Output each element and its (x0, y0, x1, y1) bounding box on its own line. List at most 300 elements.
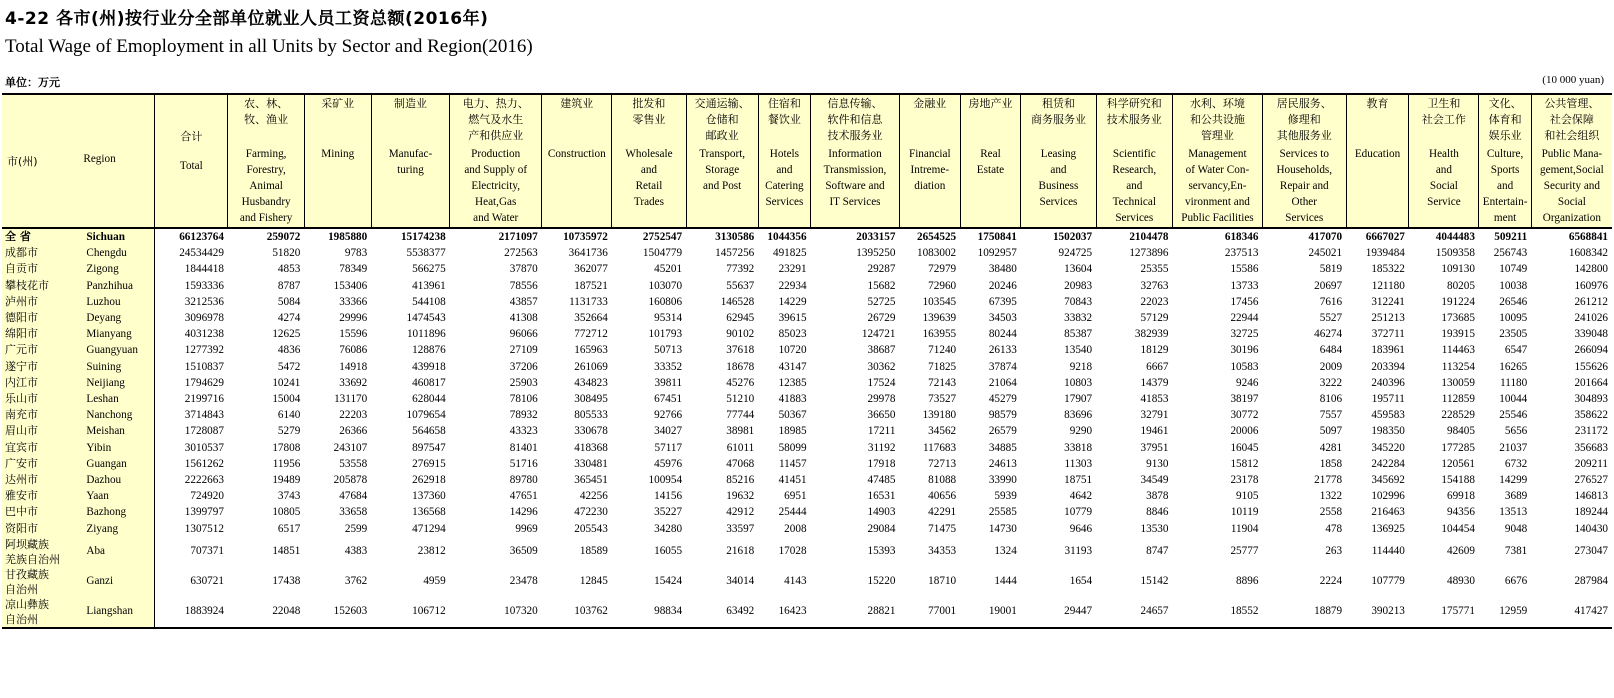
sector-value-cell: 95314 (654, 312, 683, 325)
sector-value-cell: 67395 (988, 295, 1017, 308)
sector-value-cell: 139639 (922, 312, 957, 325)
sector-value-cell: 5939 (994, 490, 1017, 503)
sector-value-cell: 101793 (648, 328, 683, 341)
sector-value-cell: 25777 (1230, 545, 1259, 558)
region-name-cn: 阿坝藏族 羌族自治州 (2, 537, 78, 567)
header-sector-en: Services to Households, Repair and Other Services (1276, 148, 1333, 224)
sector-value-cell: 439918 (412, 360, 446, 373)
sector-value-cell: 382939 (1134, 328, 1169, 341)
sector-value-cell: 5656 (1504, 425, 1528, 438)
sector-value-cell: 50367 (778, 409, 807, 422)
header-sector (1096, 94, 1172, 228)
sector-value-cell: 243107 (333, 441, 368, 454)
sector-value-cell: 216463 (1371, 506, 1405, 519)
sector-value-cell: 1750841 (977, 231, 1017, 243)
sector-value-cell: 10749 (1499, 263, 1528, 276)
sector-value-cell: 3222 (1319, 376, 1343, 389)
sector-value-cell: 146813 (1574, 490, 1608, 503)
region-name-en: Panzhihua (78, 278, 154, 294)
sector-value-cell: 71475 (928, 522, 957, 535)
sector-value-cell: 14299 (1499, 474, 1528, 487)
sector-value-cell: 78932 (509, 409, 538, 422)
sector-value-cell: 19632 (726, 490, 755, 503)
region-name-en: Sichuan (78, 228, 154, 245)
sector-value-cell: 3743 (277, 490, 301, 503)
sector-value-cell: 57117 (654, 441, 683, 454)
sector-value-cell: 76086 (339, 344, 368, 357)
sector-value-cell: 1939484 (1365, 247, 1405, 260)
sector-value-cell: 69918 (1446, 490, 1475, 503)
sector-value-cell: 1504779 (642, 247, 683, 260)
sector-value-cell: 33818 (1064, 441, 1093, 454)
sector-value-cell: 18552 (1172, 597, 1262, 628)
header-sector (758, 94, 810, 228)
sector-value-cell: 36509 (509, 545, 538, 558)
sector-value-cell: 23178 (1230, 474, 1259, 487)
sector-value-cell: 187521 (574, 279, 608, 292)
header-sector-en: Information Transmission, Software and IT Services (823, 148, 887, 208)
sector-value-cell: 20006 (1230, 425, 1259, 438)
sector-value-cell: 41853 (1140, 393, 1169, 406)
sector-value-cell: 43323 (509, 425, 538, 438)
sector-value-cell: 85387 (1064, 328, 1093, 341)
sector-value-cell: 2224 (1319, 575, 1343, 588)
region-name-en: Deyang (78, 310, 154, 326)
sector-value-cell: 10241 (272, 376, 301, 389)
sector-value-cell: 98405 (1446, 425, 1475, 438)
sector-value-cell: 160976 (1574, 279, 1608, 292)
sector-value-cell: 15596 (339, 328, 368, 341)
sector-value-cell: 29084 (867, 522, 896, 535)
sector-value-cell: 140430 (1574, 522, 1608, 535)
sector-value-cell: 39615 (778, 312, 807, 325)
sector-value-cell: 19001 (960, 597, 1021, 628)
header-sector (304, 94, 371, 228)
sector-value-cell: 15682 (867, 279, 896, 292)
sector-value-cell: 23505 (1499, 328, 1528, 341)
sector-value-cell: 1654 (1069, 575, 1093, 588)
sector-value-cell: 45276 (726, 376, 755, 389)
sector-value-cell: 51716 (509, 457, 538, 470)
region-name-en: Nanchong (78, 407, 154, 423)
sector-value-cell: 1985880 (328, 231, 368, 243)
sector-value-cell: 17918 (867, 457, 896, 470)
sector-value-cell: 37874 (988, 360, 1017, 373)
sector-value-cell: 121180 (1371, 279, 1405, 292)
sector-value-cell: 24613 (988, 457, 1017, 470)
sector-value-cell: 9130 (1146, 457, 1169, 470)
sector-value-cell: 37870 (509, 263, 538, 276)
sector-value-cell: 24657 (1096, 597, 1172, 628)
sector-value-cell: 146528 (720, 295, 755, 308)
header-sector-en: Health and Social Service (1427, 148, 1461, 208)
sector-value-cell: 72713 (928, 457, 957, 470)
sector-value-cell: 42912 (726, 506, 755, 519)
sector-value-cell: 460817 (412, 376, 446, 389)
sector-value-cell: 33366 (339, 295, 368, 308)
sector-value-cell: 1502037 (1052, 231, 1093, 243)
sector-value-cell: 195711 (1371, 393, 1405, 406)
region-name-cn: 成都市 (2, 245, 78, 261)
sector-value-cell: 19489 (272, 474, 301, 487)
sector-value-cell: 78556 (509, 279, 538, 292)
sector-value-cell: 9105 (1236, 490, 1259, 503)
sector-value-cell: 41308 (509, 312, 538, 325)
sector-value-cell: 38981 (726, 425, 755, 438)
header-sector-en: Culture, Sports and Entertain- ment (1482, 148, 1528, 224)
sector-value-cell: 102996 (1371, 490, 1405, 503)
sector-value-cell: 22944 (1230, 312, 1259, 325)
header-sector-en: Real Estate (976, 148, 1005, 176)
sector-value-cell: 11457 (778, 457, 807, 470)
sector-value-cell: 3130586 (715, 231, 755, 243)
header-sector-en: Mining (321, 148, 355, 160)
sector-value-cell: 38687 (867, 344, 896, 357)
region-name-en: Yaan (78, 488, 154, 504)
sector-value-cell: 27109 (509, 344, 538, 357)
sector-value-cell: 26546 (1499, 295, 1528, 308)
header-sector (686, 94, 758, 228)
sector-value-cell: 17028 (778, 545, 807, 558)
sector-value-cell: 22023 (1140, 295, 1169, 308)
sector-value-cell: 417070 (1308, 231, 1343, 243)
sector-value-cell: 618346 (1224, 231, 1259, 243)
sector-value-cell: 15142 (1140, 575, 1169, 588)
sector-value-cell: 1079654 (406, 409, 446, 422)
header-sector-cn: 批发和 零售业 (632, 97, 666, 126)
sector-value-cell: 2033157 (856, 231, 896, 243)
header-sector-en: Production and Supply of Electricity, Heat,Gas and Water (464, 148, 528, 224)
sector-value-cell: 228529 (1441, 409, 1475, 422)
sector-value-cell: 10735972 (563, 231, 608, 243)
table-row (2, 440, 1612, 456)
sector-value-cell: 63492 (686, 597, 758, 628)
sector-value-cell: 72143 (928, 376, 957, 389)
region-name-en: Ziyang (78, 521, 154, 537)
header-sector (1409, 94, 1479, 228)
sector-value-cell: 6951 (784, 490, 807, 503)
sector-value-cell: 1273896 (1129, 247, 1169, 260)
sector-value-cell: 7557 (1319, 409, 1343, 422)
table-row (2, 521, 1612, 537)
header-sector (1172, 94, 1262, 228)
region-name-cn: 资阳市 (2, 521, 78, 537)
table-row (2, 375, 1612, 391)
sector-value-cell: 7381 (1504, 545, 1528, 558)
total-value-cell: 1510837 (184, 360, 224, 373)
table-row (2, 278, 1612, 294)
sector-value-cell: 241026 (1574, 312, 1608, 325)
table-row (2, 423, 1612, 439)
sector-value-cell: 365451 (574, 474, 608, 487)
sector-value-cell: 2009 (1319, 360, 1343, 373)
table-row (2, 456, 1612, 472)
sector-value-cell: 45201 (654, 263, 683, 276)
page-title-en: Total Wage of Emoployment in all Units by Sector and Region(2016) (5, 36, 533, 57)
sector-value-cell: 1322 (1319, 490, 1343, 503)
header-sector-en: Hotels and Catering Services (765, 148, 804, 208)
region-name-cn: 广元市 (2, 342, 78, 358)
sector-value-cell: 272563 (504, 247, 538, 260)
sector-value-cell: 1083002 (916, 247, 957, 260)
sector-value-cell: 8747 (1146, 545, 1169, 558)
sector-value-cell: 103070 (648, 279, 683, 292)
sector-value-cell: 8106 (1319, 393, 1343, 406)
sector-value-cell: 12385 (778, 376, 807, 389)
sector-value-cell: 16423 (758, 597, 810, 628)
sector-value-cell: 26366 (339, 425, 368, 438)
sector-value-cell: 83696 (1064, 409, 1093, 422)
sector-value-cell: 41451 (778, 474, 807, 487)
sector-value-cell: 9783 (344, 247, 368, 260)
sector-value-cell: 191224 (1441, 295, 1475, 308)
sector-value-cell: 7616 (1319, 295, 1343, 308)
sector-value-cell: 4281 (1319, 441, 1343, 454)
sector-value-cell: 805533 (574, 409, 608, 422)
sector-value-cell: 25444 (778, 506, 807, 519)
sector-value-cell: 58099 (778, 441, 807, 454)
sector-value-cell: 15004 (272, 393, 301, 406)
sector-value-cell: 73527 (928, 393, 957, 406)
sector-value-cell: 2599 (344, 522, 368, 535)
sector-value-cell: 245021 (1308, 247, 1343, 260)
sector-value-cell: 9290 (1069, 425, 1093, 438)
sector-value-cell: 372711 (1371, 328, 1405, 341)
sector-value-cell: 10095 (1499, 312, 1528, 325)
table-header-row (2, 94, 1612, 228)
sector-value-cell: 29996 (339, 312, 368, 325)
sector-value-cell: 2558 (1319, 506, 1343, 519)
sector-value-cell: 628044 (412, 393, 446, 406)
table-row (2, 310, 1612, 326)
region-name-en: Yibin (78, 440, 154, 456)
sector-value-cell: 13733 (1230, 279, 1259, 292)
sector-value-cell: 5819 (1319, 263, 1343, 276)
sector-value-cell: 34027 (654, 425, 683, 438)
sector-value-cell: 70843 (1064, 295, 1093, 308)
sector-value-cell: 276915 (412, 457, 446, 470)
header-sector-en: Scientific Research, and Technical Services (1112, 148, 1157, 224)
sector-value-cell: 358622 (1574, 409, 1608, 422)
sector-value-cell: 205543 (574, 522, 608, 535)
sector-value-cell: 10038 (1499, 279, 1528, 292)
sector-value-cell: 37951 (1140, 441, 1169, 454)
region-name-cn: 甘孜藏族 自治州 (2, 567, 78, 597)
sector-value-cell: 14296 (509, 506, 538, 519)
header-sector-cn: 科学研究和 技术服务业 (1106, 97, 1162, 126)
sector-value-cell: 12959 (1479, 597, 1531, 628)
sector-value-cell: 152603 (304, 597, 371, 628)
sector-value-cell: 89780 (509, 474, 538, 487)
sector-value-cell: 78349 (339, 263, 368, 276)
sector-value-cell: 30196 (1230, 344, 1259, 357)
sector-value-cell: 53558 (339, 457, 368, 470)
sector-value-cell: 9048 (1504, 522, 1528, 535)
sector-value-cell: 136568 (412, 506, 446, 519)
sector-value-cell: 98579 (988, 409, 1017, 422)
header-sector-cn: 采矿业 (321, 97, 355, 110)
sector-value-cell: 10779 (1064, 506, 1093, 519)
sector-value-cell: 30772 (1230, 409, 1259, 422)
sector-value-cell: 23812 (417, 545, 446, 558)
sector-value-cell: 124721 (861, 328, 896, 341)
sector-value-cell: 459583 (1371, 409, 1405, 422)
sector-value-cell: 107779 (1371, 575, 1405, 588)
header-sector-cn: 信息传输、 软件和信息 技术服务业 (827, 97, 883, 142)
sector-value-cell: 155626 (1574, 360, 1608, 373)
sector-value-cell: 11180 (1500, 376, 1528, 389)
header-sector-cn: 教育 (1366, 97, 1389, 110)
header-sector-cn: 租赁和 商务服务业 (1030, 97, 1086, 126)
sector-value-cell: 189244 (1574, 506, 1608, 519)
sector-value-cell: 15393 (867, 545, 896, 558)
header-sector (1021, 94, 1096, 228)
sector-value-cell: 544108 (412, 295, 446, 308)
sector-value-cell: 57129 (1140, 312, 1169, 325)
table-row (2, 407, 1612, 423)
sector-value-cell: 10805 (272, 506, 301, 519)
sector-value-cell: 16265 (1499, 360, 1528, 373)
sector-value-cell: 26133 (988, 344, 1017, 357)
unit-label-cn: 单位：万元 (5, 76, 60, 89)
sector-value-cell: 4044483 (1435, 231, 1475, 243)
header-sector (450, 94, 542, 228)
sector-value-cell: 47684 (339, 490, 368, 503)
region-name-en: Zigong (78, 261, 154, 277)
sector-value-cell: 6676 (1504, 575, 1528, 588)
sector-value-cell: 113254 (1441, 360, 1475, 373)
sector-value-cell: 251213 (1371, 312, 1405, 325)
sector-value-cell: 32791 (1140, 409, 1169, 422)
sector-value-cell: 104454 (1441, 522, 1475, 535)
table-row-province (2, 228, 1612, 245)
sector-value-cell: 96066 (509, 328, 538, 341)
sector-value-cell: 47068 (726, 457, 755, 470)
sector-value-cell: 16531 (867, 490, 896, 503)
table-row (2, 326, 1612, 342)
sector-value-cell: 14229 (778, 295, 807, 308)
sector-value-cell: 36650 (867, 409, 896, 422)
sector-value-cell: 14903 (867, 506, 896, 519)
sector-value-cell: 4274 (277, 312, 301, 325)
sector-value-cell: 62945 (726, 312, 755, 325)
sector-value-cell: 33990 (988, 474, 1017, 487)
sector-value-cell: 3762 (344, 575, 368, 588)
sector-value-cell: 21064 (988, 376, 1017, 389)
sector-value-cell: 22048 (228, 597, 304, 628)
sector-value-cell: 25355 (1140, 263, 1169, 276)
sector-value-cell: 509211 (1494, 231, 1528, 243)
sector-value-cell: 345220 (1371, 441, 1405, 454)
sector-value-cell: 312241 (1371, 295, 1405, 308)
region-name-cn: 凉山彝族 自治州 (2, 597, 78, 628)
sector-value-cell: 52725 (867, 295, 896, 308)
region-name-cn: 内江市 (2, 375, 78, 391)
header-sector (542, 94, 612, 228)
header-sector (811, 94, 900, 228)
sector-value-cell: 37206 (509, 360, 538, 373)
total-value-cell: 3096978 (184, 312, 224, 325)
sector-value-cell: 77744 (726, 409, 755, 422)
sector-value-cell: 18129 (1140, 344, 1169, 357)
sector-value-cell: 81401 (509, 441, 538, 454)
sector-value-cell: 25546 (1499, 409, 1528, 422)
sector-value-cell: 14851 (272, 545, 301, 558)
sector-value-cell: 418368 (574, 441, 608, 454)
sector-value-cell: 14918 (339, 360, 368, 373)
sector-value-cell: 19461 (1140, 425, 1169, 438)
sector-value-cell: 6568841 (1568, 231, 1608, 243)
table-row (2, 342, 1612, 358)
sector-value-cell: 154188 (1441, 474, 1475, 487)
sector-value-cell: 345692 (1371, 474, 1405, 487)
sector-value-cell: 20246 (988, 279, 1017, 292)
sector-value-cell: 266094 (1574, 344, 1608, 357)
region-name-en: Liangshan (78, 597, 154, 628)
sector-value-cell: 20697 (1314, 279, 1343, 292)
sector-value-cell: 17808 (272, 441, 301, 454)
sector-value-cell: 42256 (579, 490, 608, 503)
header-sector-en: Farming, Forestry, Animal Husbandry and Fishery (239, 148, 293, 224)
sector-value-cell: 23291 (778, 263, 807, 276)
sector-value-cell: 261212 (1574, 295, 1608, 308)
sector-value-cell: 262918 (412, 474, 446, 487)
sector-value-cell: 237513 (1224, 247, 1259, 260)
sector-value-cell: 43857 (509, 295, 538, 308)
sector-value-cell: 26579 (988, 425, 1017, 438)
sector-value-cell: 107320 (450, 597, 542, 628)
sector-value-cell: 2104478 (1129, 231, 1169, 243)
header-sector-cn: 卫生和 社会工作 (1421, 97, 1466, 126)
sector-value-cell: 98834 (612, 597, 686, 628)
sector-value-cell: 8787 (277, 279, 301, 292)
sector-value-cell: 25585 (988, 506, 1017, 519)
header-region-cn: 市(州) (2, 94, 78, 228)
sector-value-cell: 205878 (333, 474, 368, 487)
sector-value-cell: 566275 (412, 263, 446, 276)
header-sector-cn: 水利、环境 和公共设施 管理业 (1189, 97, 1245, 142)
sector-value-cell: 80205 (1446, 279, 1475, 292)
sector-value-cell: 3641736 (568, 247, 608, 260)
sector-value-cell: 10803 (1064, 376, 1093, 389)
sector-value-cell: 23478 (509, 575, 538, 588)
sector-value-cell: 434823 (574, 376, 608, 389)
region-name-cn: 巴中市 (2, 504, 78, 520)
sector-value-cell: 25903 (509, 376, 538, 389)
sector-value-cell: 34014 (726, 575, 755, 588)
sector-value-cell: 203394 (1371, 360, 1405, 373)
sector-value-cell: 273047 (1574, 545, 1608, 558)
sector-value-cell: 77392 (726, 263, 755, 276)
region-name-en: Neijiang (78, 375, 154, 391)
sector-value-cell: 1324 (994, 545, 1017, 558)
sector-value-cell: 183961 (1371, 344, 1405, 357)
sector-value-cell: 12625 (272, 328, 301, 341)
sector-value-cell: 42291 (928, 506, 957, 519)
total-value-cell: 630721 (190, 575, 224, 588)
sector-value-cell: 10583 (1230, 360, 1259, 373)
sector-value-cell: 77001 (899, 597, 960, 628)
sector-value-cell: 4143 (784, 575, 807, 588)
header-sector-en: Public Mana- gement,Social Security and Social Organization (1540, 148, 1604, 224)
sector-value-cell: 6667 (1146, 360, 1169, 373)
region-name-cn: 自贡市 (2, 261, 78, 277)
sector-value-cell: 33832 (1064, 312, 1093, 325)
table-row (2, 567, 1612, 597)
region-name-en: Guangan (78, 456, 154, 472)
sector-value-cell: 72960 (928, 279, 957, 292)
sector-value-cell: 71825 (928, 360, 957, 373)
